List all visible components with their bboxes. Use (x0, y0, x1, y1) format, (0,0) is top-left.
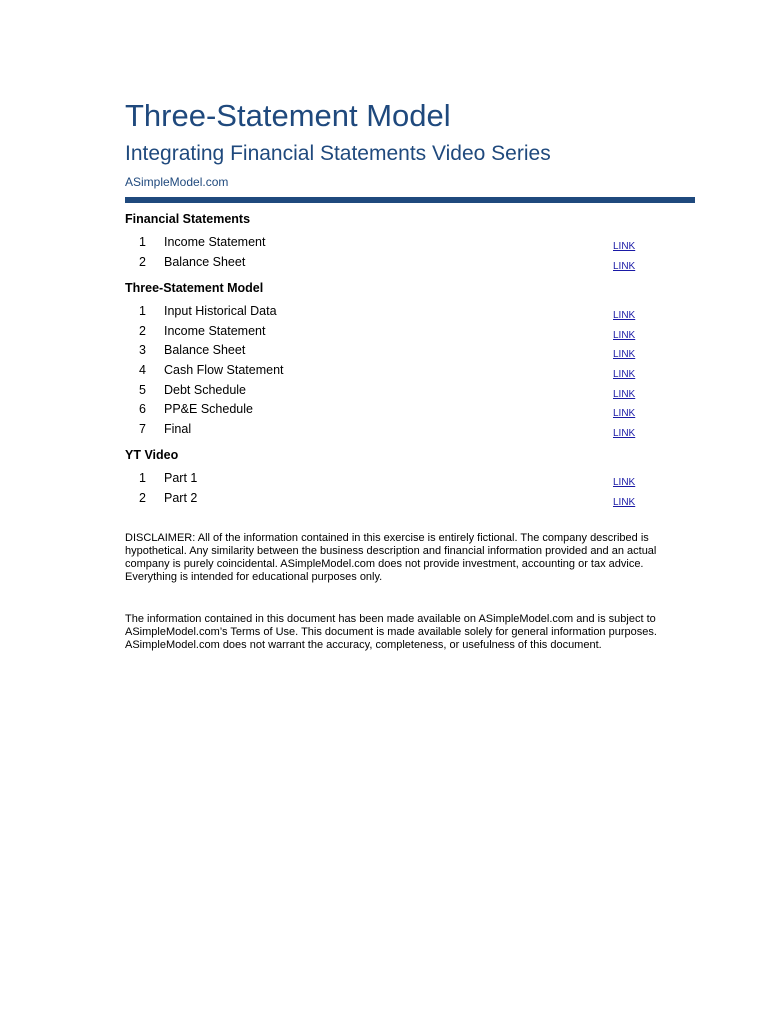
item-list (125, 299, 695, 444)
list-item (125, 489, 695, 509)
list-item (125, 469, 695, 489)
list-item (125, 253, 695, 273)
video-link[interactable]: LINK (613, 368, 636, 380)
item-label: Final (164, 421, 192, 436)
section-heading: Three-Statement Model (125, 281, 264, 296)
item-label: Debt Schedule (164, 382, 247, 397)
video-link[interactable]: LINK (613, 349, 636, 361)
item-label: Input Historical Data (164, 304, 277, 319)
list-item (125, 341, 695, 361)
disclaimer-text: DISCLAIMER: All of the information contained in this exercise is entirely fictional. The company described is hypothetical. Any similarity between the business description and financial information provided and an actual company is purely coincidental. ASimpleModel.com does not provide investment, accounting or tax advice. Everything is intended for educational purposes only. (125, 532, 657, 583)
item-label: Balance Sheet (164, 343, 246, 358)
video-sections (125, 208, 695, 514)
item-number: 1 (139, 235, 146, 249)
video-link[interactable]: LINK (613, 329, 636, 341)
page-title: Three-Statement Model (125, 98, 451, 133)
header-divider (125, 197, 695, 203)
item-number: 2 (139, 323, 146, 338)
item-number: 4 (139, 362, 146, 377)
site-name: ASimpleModel.com (125, 175, 229, 189)
list-item (125, 400, 695, 420)
section-heading: YT Video (125, 448, 179, 463)
list-item (125, 302, 695, 322)
item-number: 3 (139, 343, 146, 358)
item-number: 1 (139, 304, 146, 319)
item-list (125, 466, 695, 513)
video-link[interactable]: LINK (613, 477, 636, 489)
item-number: 5 (139, 382, 146, 397)
section-heading: Financial Statements (125, 212, 251, 226)
video-link[interactable]: LINK (613, 260, 636, 272)
item-label: Part 2 (164, 490, 198, 505)
terms-text: The information contained in this document has been made available on ASimpleModel.com and is subject to ASimpleModel.com’s Terms of Use. This document is made available solely for general information purposes. ASimpleModel.com does not warrant the accuracy, completeness, or usefulness of this document. (125, 613, 657, 651)
item-list (125, 230, 695, 277)
list-item (125, 322, 695, 342)
item-number: 6 (139, 402, 146, 417)
list-item (125, 233, 695, 253)
item-number: 2 (139, 490, 146, 505)
item-number: 7 (139, 421, 146, 436)
video-link[interactable]: LINK (613, 496, 636, 508)
notes-block (125, 532, 695, 652)
item-number: 2 (139, 254, 146, 269)
video-link[interactable]: LINK (613, 241, 636, 252)
list-item (125, 381, 695, 401)
item-label: Cash Flow Statement (164, 362, 284, 377)
item-number: 1 (139, 471, 146, 486)
video-link[interactable]: LINK (613, 408, 636, 420)
item-label: Income Statement (164, 235, 266, 249)
video-link[interactable]: LINK (613, 310, 636, 322)
video-link[interactable]: LINK (613, 388, 636, 400)
list-item (125, 420, 695, 440)
item-label: PP&E Schedule (164, 402, 253, 417)
item-label: Part 1 (164, 471, 198, 486)
list-item (125, 361, 695, 381)
video-link[interactable]: LINK (613, 427, 636, 439)
page-subtitle: Integrating Financial Statements Video Series (125, 142, 551, 165)
item-label: Balance Sheet (164, 254, 246, 269)
item-label: Income Statement (164, 323, 266, 338)
